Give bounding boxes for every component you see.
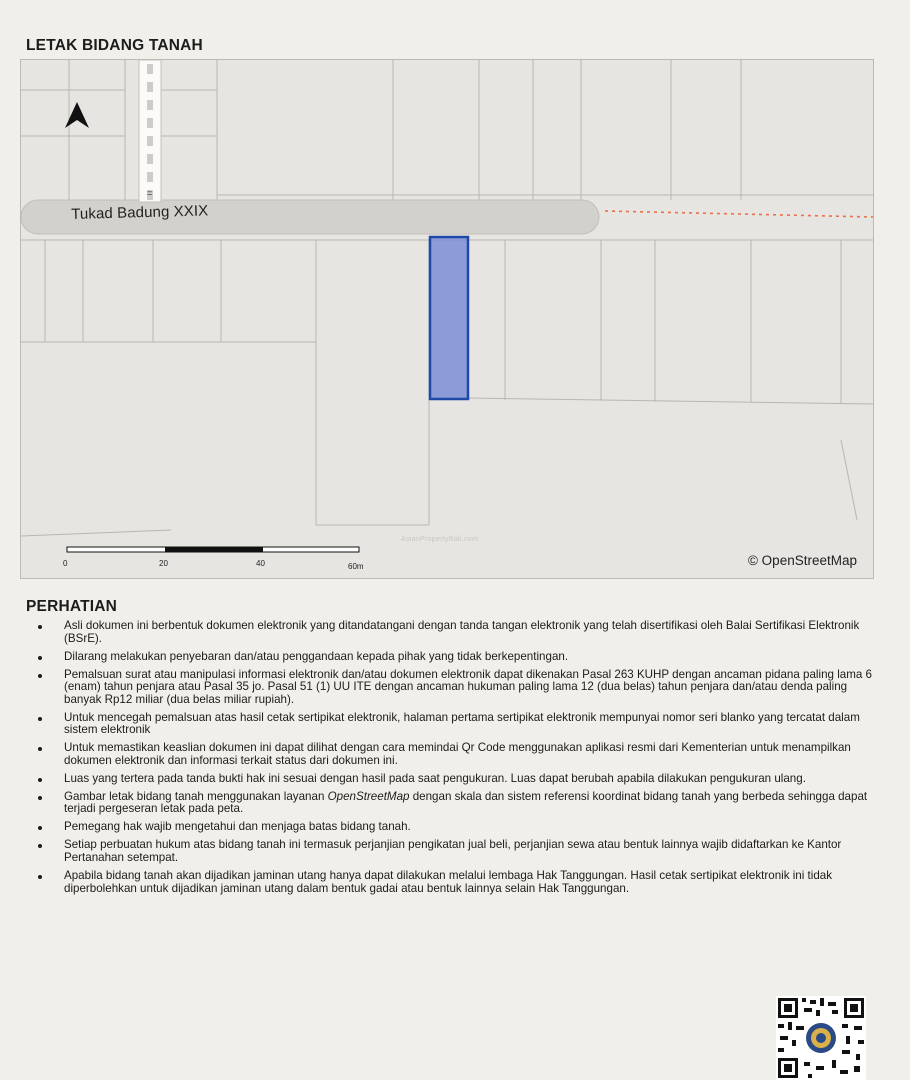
- notice-item: Gambar letak bidang tanah menggunakan layanan OpenStreetMap dengan skala dan sistem referensi koordinat bidang tanah yang berbeda sehingga dapat terjadi pergeseran letak pada peta.: [36, 791, 872, 816]
- notice-item: Asli dokumen ini berbentuk dokumen elektronik yang ditandatangani dengan tanda tangan elektronik yang telah disertifikasi oleh Balai Sertifikasi Elektronik (BSrE).: [36, 620, 872, 645]
- svg-text:=: =: [147, 188, 153, 198]
- scale-label-20: 20: [159, 559, 168, 568]
- notice-item: Pemalsuan surat atau manipulasi informasi elektronik dan/atau dokumen elektronik dapat dikenakan Pasal 263 KUHP dengan ancaman pidana paling lama 6 (enam) tahun penjara atau Pasal 35 jo. Pasal 51 (1) UU ITE dengan ancaman hukuman paling lama 12 (dua belas) tahun penjara dan/atau denda paling banyak Rp12 miliar (dua belas miliar rupiah).: [36, 669, 872, 707]
- scale-label-40: 40: [256, 559, 265, 568]
- notice-item: Untuk mencegah pemalsuan atas hasil cetak sertipikat elektronik, halaman pertama sertipikat elektronik mempunyai nomor seri blanko yang tercatat dalam sistem elektronik: [36, 712, 872, 737]
- watermark-text: AsianPropertyBali.com: [401, 536, 479, 543]
- notice-item: Pemegang hak wajib mengetahui dan menjaga batas bidang tanah.: [36, 821, 872, 834]
- notice-item: Setiap perbuatan hukum atas bidang tanah ini termasuk perjanjian pengikatan jual beli, perjanjian sewa atau bentuk lainnya wajib didaftarkan ke Kantor Pertanahan setempat.: [36, 839, 872, 864]
- highlighted-parcel[interactable]: [430, 237, 468, 399]
- scale-label-60: 60m: [348, 562, 364, 571]
- notice-item: Dilarang melakukan penyebaran dan/atau penggandaan kepada pihak yang tidak berkepentingan.: [36, 651, 872, 664]
- scale-label-0: 0: [63, 559, 68, 568]
- notice-list: [36, 620, 872, 901]
- notice-item: Untuk memastikan keaslian dokumen ini dapat dilihat dengan cara memindai Qr Code menggunakan aplikasi resmi dari Kementerian untuk menampilkan dokumen elektronik dan informasi terkait status dari dokumen ini.: [36, 742, 872, 767]
- location-section-title: LETAK BIDANG TANAH: [26, 37, 203, 54]
- qr-code-icon[interactable]: [776, 996, 866, 1080]
- parcel-location-map[interactable]: [20, 59, 874, 579]
- notice-section-title: PERHATIAN: [26, 598, 118, 615]
- notice-item: Apabila bidang tanah akan dijadikan jaminan utang hanya dapat dilakukan melalui lembaga Hak Tanggungan. Hasil cetak sertipikat elektronik ini tidak diperbolehkan untuk dijadikan jaminan utang dalam bentuk gadai atau bentuk lainnya selain Hak Tanggungan.: [36, 870, 872, 895]
- scale-bar: [67, 547, 359, 552]
- map-canvas: [21, 60, 873, 578]
- notice-item: Luas yang tertera pada tanda bukti hak ini sesuai dengan hasil pada saat pengukuran. Luas dapat berubah apabila dilakukan pengukuran ulang.: [36, 773, 872, 786]
- osm-attribution[interactable]: © OpenStreetMap: [747, 553, 857, 568]
- street-label: Tukad Badung XXIX: [71, 202, 209, 223]
